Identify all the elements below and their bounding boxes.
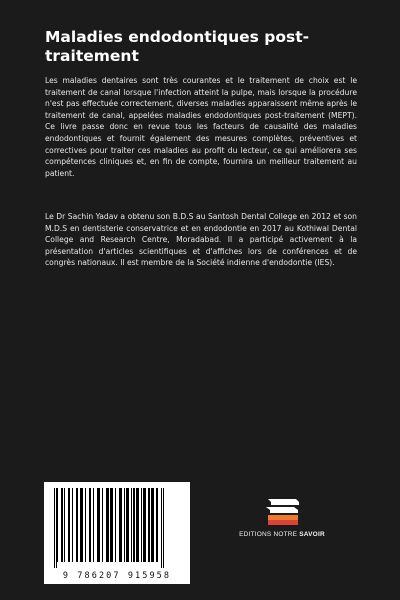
publisher-name-bold: SAVOIR	[299, 531, 325, 538]
barcode-bar	[57, 488, 58, 562]
author-bio: Le Dr Sachin Yadav a obtenu son B.D.S au Santosh Dental College en 2012 et son M.D.S en dentisterie conservatrice et en endodontie en 2017 au Kothiwal Dental College and Research Centre, Moradabad. Il a participé activement à la présentation d'articles scientifiques et d'affiches lors de conférences et de congrès nationaux. Il est membre de la Société indienne d'endodontie (IES).	[45, 212, 357, 268]
barcode-bar	[148, 488, 150, 562]
barcode-bar	[93, 488, 94, 562]
publisher-mark	[232, 497, 332, 538]
barcode-bar	[72, 488, 73, 562]
barcode-bar	[143, 488, 146, 562]
isbn-barcode	[44, 482, 190, 584]
barcode-guard-bar	[56, 488, 57, 568]
barcode-guard-bar	[163, 488, 164, 568]
barcode-bar	[76, 488, 78, 562]
barcode-bar	[115, 488, 116, 562]
isbn-number: 9 786207 915958	[62, 571, 172, 581]
barcode-bar	[106, 488, 109, 562]
barcode-bar	[131, 488, 132, 562]
book-title: Maladies endodontiques post-traitement	[45, 28, 310, 65]
barcode-bar	[156, 488, 158, 562]
barcode-guard-bar	[161, 488, 162, 568]
barcode-bar	[61, 488, 63, 562]
barcode-bar	[110, 488, 113, 562]
barcode-bar	[89, 488, 91, 562]
book-blurb: Les maladies dentaires sont très courantes et le traitement de choix est le traitement de canal lorsque l'infection atteint la pulpe, mais lorsque la procédure n'est pas effectuée correctement, diverses maladies apparaissent même après le traitement de canal, appelées maladies endodontiques post-traitement (MEPT). Ce livre passe donc en revue tous les facteurs de causalité des maladies endodontiques et fournit également des mesures complètes, préventives et correctives pour traiter ces maladies au profit du lecteur, ce qui améliorera ses compétences cliniques et, en fin de compte, fournira un meilleur traitement au patient.	[45, 76, 357, 178]
barcode-bar	[64, 488, 65, 562]
barcode-bar	[126, 488, 129, 562]
barcode-bar	[151, 488, 154, 562]
barcode-bar	[97, 488, 100, 562]
barcode-bars	[52, 488, 182, 568]
barcode-bar	[102, 488, 103, 562]
barcode-bar	[133, 488, 135, 562]
publisher-name	[232, 531, 332, 538]
barcode-bar	[85, 488, 86, 562]
stacked-books-icon	[262, 497, 302, 527]
barcode-bar	[141, 488, 142, 562]
publisher-name-regular: EDITIONS NOTRE	[239, 531, 300, 538]
barcode-bar	[119, 488, 122, 562]
barcode-bar	[124, 488, 125, 562]
barcode-bar	[68, 488, 70, 562]
barcode-guard-bar	[54, 488, 55, 568]
barcode-bar	[80, 488, 83, 562]
barcode-bar	[136, 488, 139, 562]
